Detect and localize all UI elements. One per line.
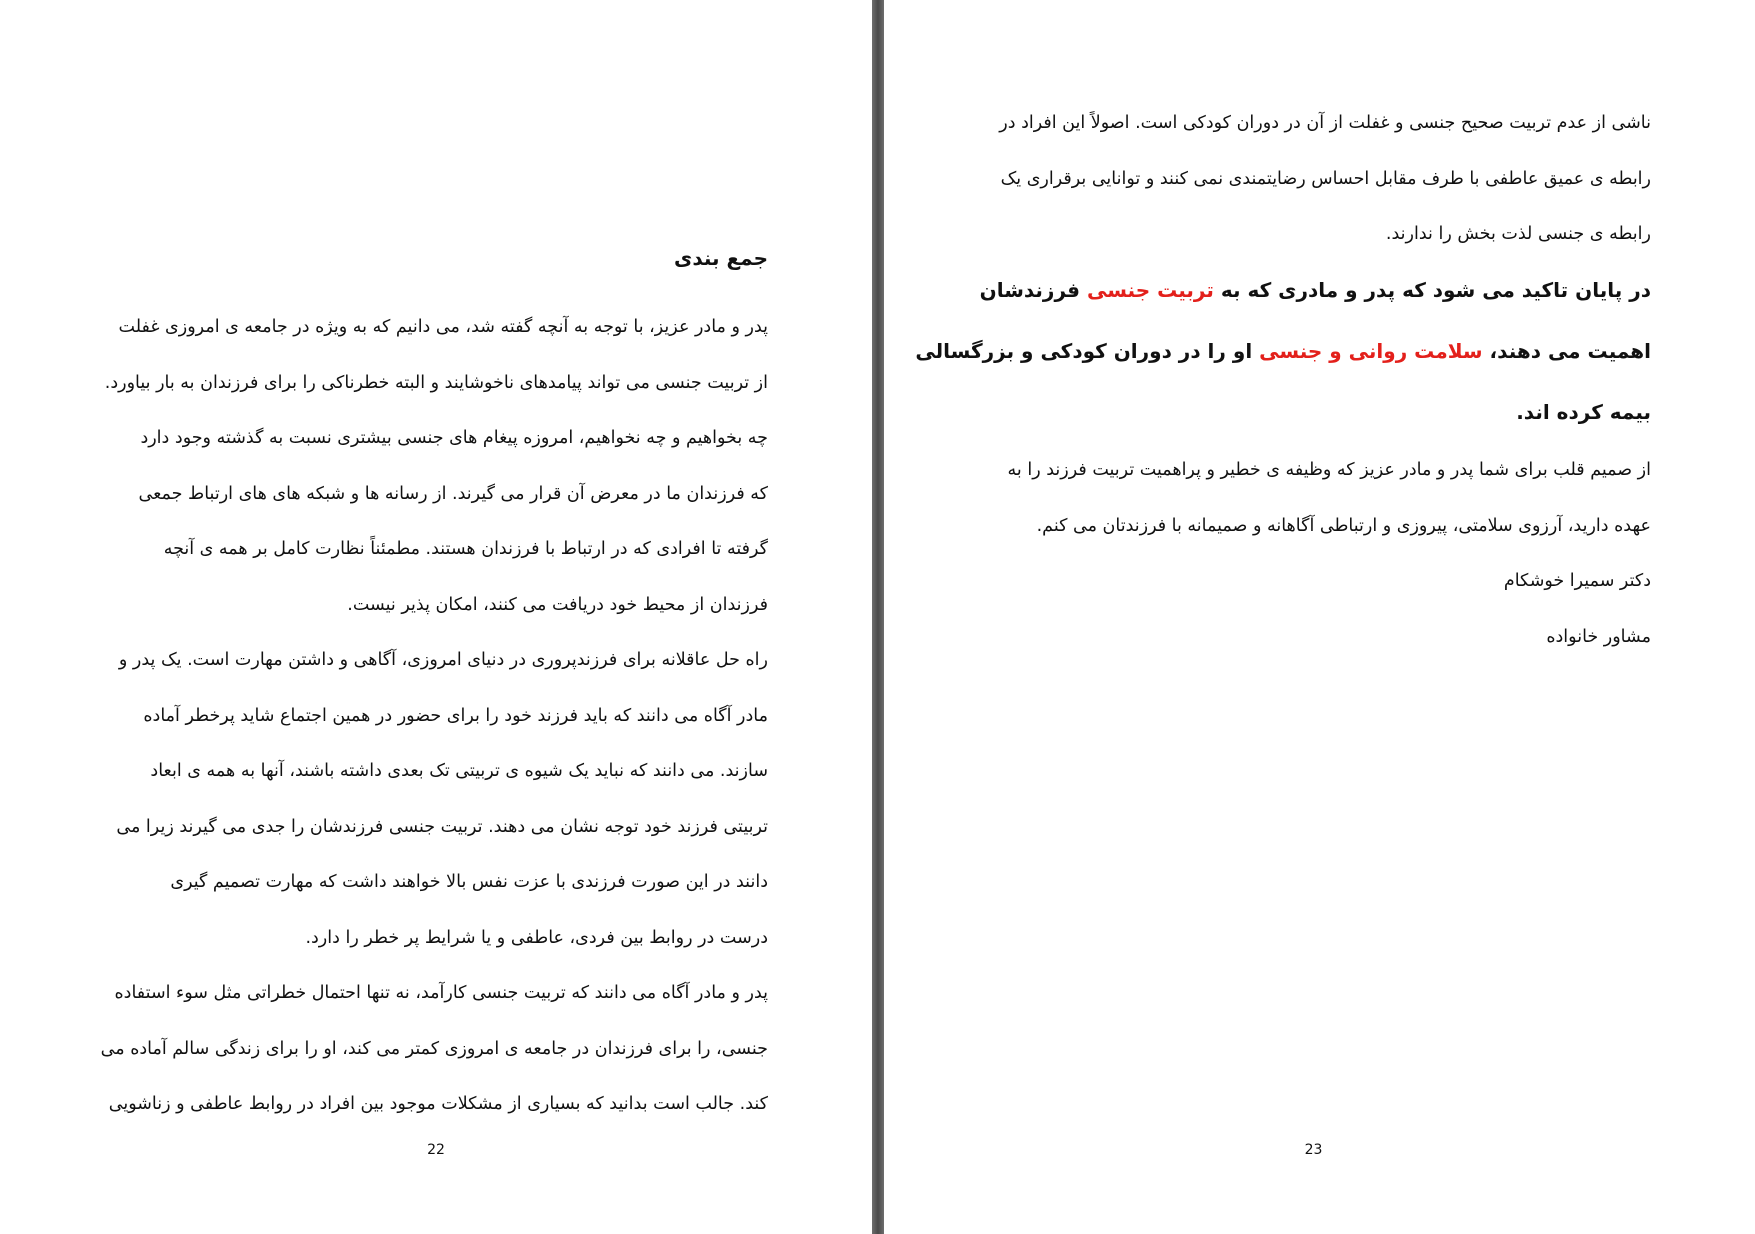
text-line: ناشی از عدم تربیت صحیح جنسی و غفلت از آن در دوران کودکی است. اصولاً این افراد در: [999, 113, 1651, 133]
text-line: گرفته تا افرادی که در ارتباط با فرزندان هستند. مطمئناً نظارت کامل بر همه ی آنچه: [163, 539, 768, 559]
signature-name: دکتر سمیرا خوشکام: [1503, 571, 1651, 591]
page-left: [0, 0, 872, 1234]
emphasis-text: اهمیت می دهند،: [1482, 339, 1651, 363]
text-line: پدر و مادر عزیز، با توجه به آنچه گفته شد، می دانیم که به ویژه در جامعه ی امروزی غفلت: [118, 317, 768, 337]
page-number: 22: [427, 1142, 445, 1158]
emphasis-text: فرزندشان: [979, 278, 1087, 302]
text-line: کند. جالب است بدانید که بسیاری از مشکلات موجود بین افراد در روابط عاطفی و زناشویی: [108, 1094, 768, 1114]
page-number: 23: [1304, 1142, 1323, 1158]
text-line: چه بخواهیم و چه نخواهیم، امروزه پیغام های جنسی بیشتری نسبت به گذشته وجود دارد: [140, 428, 768, 448]
text-line: سازند. می دانند که نباید یک شیوه ی تربیتی تک بعدی داشته باشند، آنها به همه ی ابعاد: [150, 761, 768, 781]
emphasis-text: در پایان تاکید می شود که پدر و مادری که به: [1213, 278, 1651, 302]
emphasis-highlight: تربیت جنسی: [1086, 278, 1214, 302]
emphasis-line: [987, 382, 1651, 443]
text-line: از صمیم قلب برای شما پدر و مادر عزیز که وظیفه ی خطیر و پراهمیت تربیت فرزند را به: [1007, 460, 1651, 480]
text-line: درست در روابط بین فردی، عاطفی و یا شرایط پر خطر را دارد.: [305, 927, 768, 948]
left-body-text: [100, 300, 768, 1133]
right-intro-text: [987, 96, 1651, 263]
text-line: پدر و مادر آگاه می دانند که تربیت جنسی کارآمد، نه تنها احتمال خطراتی مثل سوء استفاده: [114, 983, 768, 1003]
text-line: تربیتی فرزند خود توجه نشان می دهند. تربیت جنسی فرزندشان را جدی می گیرند زیرا می: [116, 816, 768, 837]
text-line: فرزندان از محیط خود دریافت می کنند، امکان پذیر نیست.: [347, 594, 768, 615]
emphasis-line: [915, 321, 1651, 382]
text-line: عهده دارید، آرزوی سلامتی، پیروزی و ارتباطی آگاهانه و صمیمانه با فرزندتان می کنم.: [1036, 515, 1651, 536]
text-line: از تربیت جنسی می تواند پیامدهای ناخوشایند و البته خطرناکی را برای فرزندان به بار بیاورد.: [104, 372, 768, 393]
right-closing-text: [987, 443, 1651, 665]
text-line: دانند در این صورت فرزندی با عزت نفس بالا خواهند داشت که مهارت تصمیم گیری: [170, 872, 768, 892]
emphasis-paragraph: [915, 260, 1651, 443]
text-line: راه حل عاقلانه برای فرزندپروری در دنیای امروزی، آگاهی و داشتن مهارت است. یک پدر و: [118, 650, 768, 670]
text-line: جنسی، را برای فرزندان در جامعه ی امروزی کمتر می کند، او را برای زندگی سالم آماده می: [100, 1038, 768, 1059]
page-gutter: [872, 0, 884, 1234]
emphasis-line: [979, 260, 1651, 321]
page-right: [884, 0, 1755, 1234]
signature-title: مشاور خانواده: [1546, 626, 1651, 647]
emphasis-highlight: سلامت روانی و جنسی: [1259, 339, 1483, 363]
emphasis-text: او را در دوران کودکی و بزرگسالی: [915, 339, 1260, 363]
text-line: رابطه ی عمیق عاطفی با طرف مقابل احساس رضایتمندی نمی کنند و توانایی برقراری یک: [1000, 168, 1651, 189]
text-line: مادر آگاه می دانند که باید فرزند خود را برای حضور در همین اجتماع شاید پرخطر آماده: [143, 705, 768, 726]
emphasis-text: بیمه کرده اند.: [1516, 400, 1651, 424]
text-line: رابطه ی جنسی لذت بخش را ندارند.: [1385, 224, 1651, 244]
text-line: که فرزندان ما در معرض آن قرار می گیرند. از رسانه ها و شبکه های های ارتباط جمعی: [138, 483, 768, 504]
section-heading: جمع بندی: [673, 246, 768, 270]
